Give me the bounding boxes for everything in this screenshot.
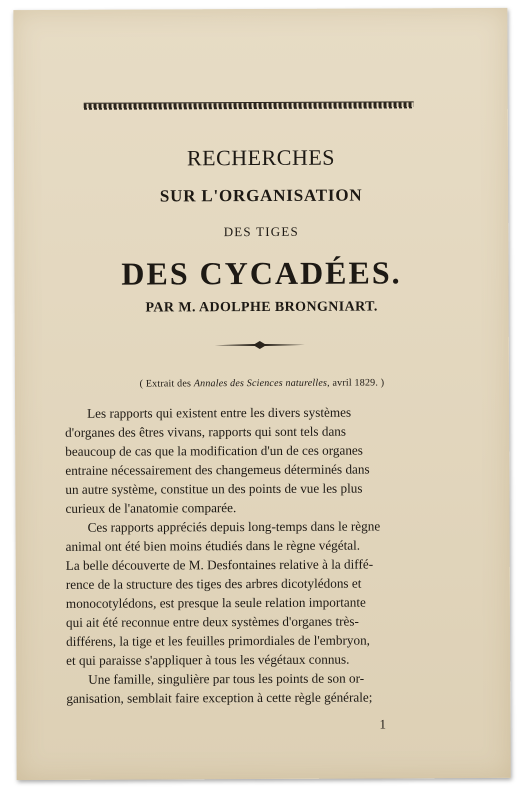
decorative-border — [84, 101, 414, 109]
body-line: monocotylédons, est presque la seule relation importante — [65, 594, 366, 611]
body-line: un autre système, constitue un des points de vue les plus — [65, 480, 363, 497]
body-line: La belle découverte de M. Desfontaines relative à la diffé- — [65, 556, 374, 573]
ornament-rule — [215, 341, 305, 349]
body-line: beaucoup de cas que la modification d'un de ces organes — [65, 442, 363, 459]
title-line-4: DES CYCADÉES. — [121, 254, 402, 292]
body-line: animal ont été bien moins étudiés dans le règne végétal. — [65, 537, 361, 554]
body-line: Ces rapports appréciés depuis long-temps dans le règne — [87, 518, 381, 535]
body-line: différens, la tige et les feuilles primordiales de l'embryon, — [66, 632, 370, 649]
body-line: Les rapports qui existent entre les divers systèmes — [87, 404, 352, 421]
body-line: rence de la structure des tiges des arbres dicotylédons et — [65, 575, 362, 592]
document-page — [13, 8, 510, 780]
body-line: ganisation, semblait faire exception à cette règle générale; — [66, 689, 373, 706]
extract-close: , avril 1829. ) — [327, 377, 385, 389]
page-number: 1 — [379, 716, 386, 732]
author-line: PAR M. ADOLPHE BRONGNIART. — [145, 299, 378, 316]
body-line: d'organes des êtres vivans, rapports qui sont tels dans — [65, 423, 347, 440]
body-text — [65, 402, 444, 708]
body-line: entraine nécessairement des changemeus déterminés dans — [65, 461, 370, 478]
body-line: et qui paraisse s'appliquer à tous les végétaux connus. — [66, 651, 350, 668]
title-line-1: RECHERCHES — [186, 144, 336, 171]
extract-journal: Annales des Sciences naturelles — [193, 377, 328, 390]
extract-open: ( Extrait des — [139, 378, 194, 390]
body-line: Une famille, singulière par tous les points de son or- — [88, 670, 365, 687]
extract-note — [15, 377, 509, 390]
body-line: qui ait été reconnue entre deux systèmes d'organes très- — [65, 613, 359, 630]
title-line-2: SUR L'ORGANISATION — [159, 185, 363, 206]
title-line-3: DES TIGES — [223, 223, 299, 240]
body-line: curieux de l'anatomie comparée. — [65, 500, 237, 516]
